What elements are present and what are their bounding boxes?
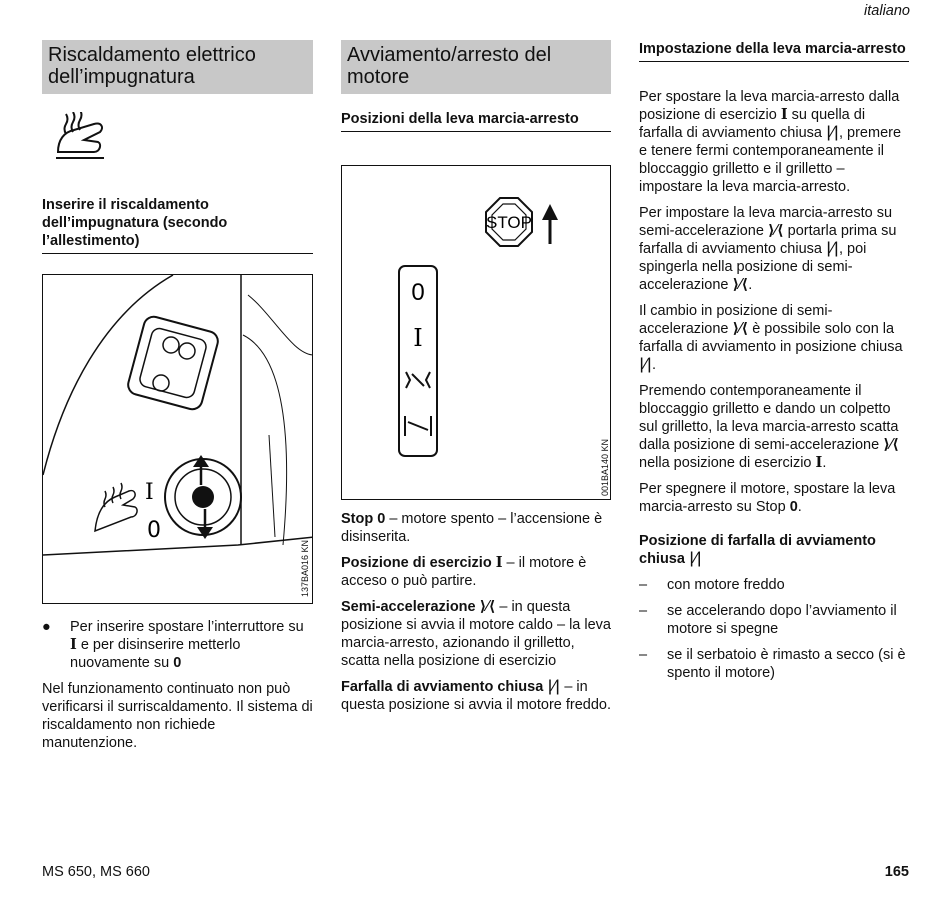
page-number: 165 [884, 864, 909, 880]
position-choke-closed: Farfalla di avviamento chiusa |⁄| – in questa posizione si avvia il motore freddo. [341, 678, 612, 713]
column-heated-handle [42, 40, 313, 751]
paragraph-3: Il cambio in posizione di semi-accelerazione ⟩⁄⟨ è possibile solo con la farfalla di avviamento in posizione chiusa |⁄|. [639, 303, 903, 373]
subheading-switch-on: Inserire il riscaldamento dell’impugnatura (secondo l’allestimento) [42, 196, 313, 254]
paragraph-1: Per spostare la leva marcia-arresto dalla posizione di esercizio I su quella di farfalla di avviamento chiusa |⁄|, premere e tenere fermi contemporaneamente il bloccaggio grilletto e il grilletto – impostare la leva marcia-arresto. [639, 89, 902, 195]
position-zero-label: 0 [411, 279, 425, 306]
paragraph-4: Premendo contemporaneamente il bloccaggio grilletto e dando un colpetto sul grilletto, la leva marcia-arresto scatta dalla posizione di semi-accelerazione ⟩⁄⟨ nella posizione di esercizio I. [639, 383, 899, 471]
subheading-lever-setting: Impostazione della leva marcia-arresto [639, 40, 909, 62]
list-item: – se accelerando dopo l’avviamento il motore si spegne [639, 603, 897, 637]
list-item: – se il serbatoio è rimasto a secco (si è spento il motore) [639, 647, 906, 681]
switch-off-label: 0 [147, 518, 161, 543]
subheading-lever-positions: Posizioni della leva marcia-arresto [341, 110, 611, 132]
section-title-start-stop: Avviamento/arresto del motore [341, 40, 611, 94]
paragraph-2: Per impostare la leva marcia-arresto su semi-accelerazione ⟩⁄⟨ portarla prima su farfalla di avviamento chiusa |⁄|, poi spingerla nella posizione di semi-accelerazione ⟩⁄⟨. [639, 205, 897, 293]
switch-on-label: I [145, 480, 154, 505]
stop-sign-label: STOP [486, 213, 532, 232]
bullet-text-2: e per disinserire metterlo nuovamente su [70, 637, 241, 671]
footer-model: MS 650, MS 660 [42, 864, 150, 880]
bullet-switch-instruction [42, 618, 313, 672]
figure-heated-handle-switch [42, 274, 313, 604]
bullet-dot-icon: ● [42, 619, 51, 635]
column-lever-setting [639, 40, 909, 690]
position-stop: Stop 0 – motore spento – l’accensione è disinserita. [341, 511, 603, 545]
position-run-label: I [413, 324, 423, 352]
paragraph-5: Per spegnere il motore, spostare la leva marcia-arresto su Stop 0. [639, 481, 896, 515]
list-item: – con motore freddo [639, 577, 785, 593]
column-start-stop [341, 40, 612, 713]
figure-code: 001BA140 KN [600, 438, 610, 496]
position-run: Posizione di esercizio I – il motore è acceso o può partire. [341, 554, 587, 589]
section-title-heated-handle: Riscaldamento elettrico dell’impugnatura [42, 40, 313, 94]
lever-position-list [341, 510, 611, 722]
maintenance-paragraph: Nel funzionamento continuato non può verificarsi il surriscaldamento. Il sistema di riscaldamento non richiede manutenzione. [42, 681, 313, 751]
subheading-choke-closed: Posizione di farfalla di avviamento chiusa |⁄| [639, 533, 876, 567]
language-label: italiano [864, 3, 910, 19]
symbol-off: 0 [173, 655, 182, 671]
bullet-text: Per inserire spostare l’interruttore su [70, 619, 304, 635]
choke-conditions-list [639, 576, 909, 682]
heated-handle-icon [42, 112, 313, 174]
figure-lever-positions [341, 165, 611, 500]
symbol-on: I [70, 636, 77, 653]
figure-code: 137BA016 KN [300, 539, 310, 597]
position-half-throttle: Semi-accelerazione ⟩⁄⟨ – in questa posizione si avvia il motore caldo – la leva marcia-arresto, azionando il grilletto, scatta nella posizione di esercizio [341, 598, 611, 669]
